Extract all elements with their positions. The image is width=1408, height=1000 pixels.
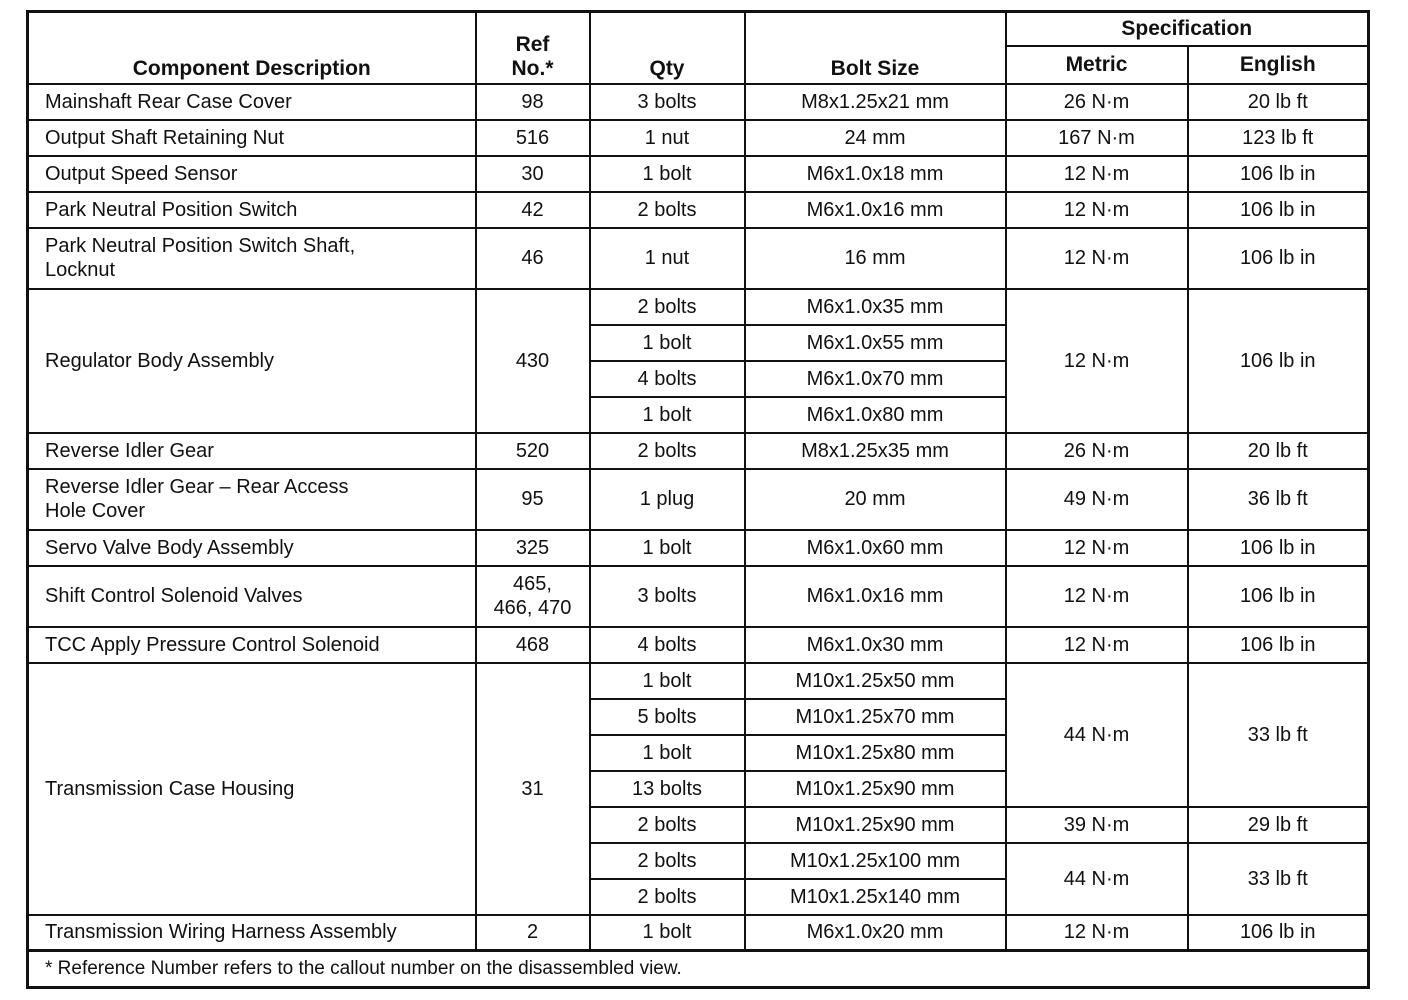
cell-english: 106 lb in: [1188, 289, 1369, 433]
cell-bolt-size: M6x1.0x55 mm: [745, 325, 1006, 361]
cell-bolt-size: M6x1.0x16 mm: [745, 566, 1006, 627]
cell-bolt-size: M8x1.25x35 mm: [745, 433, 1006, 469]
header-row-top: [28, 12, 1369, 46]
cell-english: 33 lb ft: [1188, 843, 1369, 915]
cell-english: 123 lb ft: [1188, 120, 1369, 156]
cell-description: Regulator Body Assembly: [28, 289, 476, 433]
cell-english: 106 lb in: [1188, 530, 1369, 566]
cell-english: 106 lb in: [1188, 156, 1369, 192]
table-row: [28, 915, 1369, 951]
table-row: [28, 469, 1369, 530]
cell-metric: 12 N·m: [1006, 627, 1188, 663]
cell-qty: 1 nut: [590, 228, 745, 289]
cell-bolt-size: M6x1.0x60 mm: [745, 530, 1006, 566]
cell-qty: 2 bolts: [590, 807, 745, 843]
cell-english: 106 lb in: [1188, 627, 1369, 663]
cell-english: 106 lb in: [1188, 915, 1369, 951]
fastener-spec-table: [26, 10, 1370, 989]
cell-english: 33 lb ft: [1188, 663, 1369, 807]
header-component-description: Component Description: [28, 12, 476, 84]
header-qty: Qty: [590, 12, 745, 84]
cell-description: Output Shaft Retaining Nut: [28, 120, 476, 156]
cell-bolt-size: 16 mm: [745, 228, 1006, 289]
cell-qty: 2 bolts: [590, 879, 745, 915]
cell-description-line1: Reverse Idler Gear – Rear Access: [45, 476, 349, 498]
header-english: English: [1188, 46, 1369, 84]
cell-metric: 12 N·m: [1006, 566, 1188, 627]
cell-bolt-size: M10x1.25x90 mm: [745, 807, 1006, 843]
cell-description: Park Neutral Position Switch: [28, 192, 476, 228]
cell-qty: 1 bolt: [590, 156, 745, 192]
cell-qty: 1 bolt: [590, 325, 745, 361]
cell-bolt-size: M6x1.0x20 mm: [745, 915, 1006, 951]
cell-ref: 430: [476, 289, 590, 433]
table-row: [28, 566, 1369, 627]
cell-description: [28, 469, 476, 530]
cell-english: 20 lb ft: [1188, 84, 1369, 120]
cell-english: 36 lb ft: [1188, 469, 1369, 530]
cell-english: 106 lb in: [1188, 192, 1369, 228]
cell-metric: 26 N·m: [1006, 433, 1188, 469]
cell-metric: 44 N·m: [1006, 663, 1188, 807]
cell-ref: 30: [476, 156, 590, 192]
header-bolt-size: Bolt Size: [745, 12, 1006, 84]
cell-description: Shift Control Solenoid Valves: [28, 566, 476, 627]
table-row: [28, 228, 1369, 289]
cell-description: Transmission Case Housing: [28, 663, 476, 915]
cell-description-line1: Park Neutral Position Switch Shaft,: [45, 235, 356, 257]
header-ref-line1: Ref: [515, 32, 550, 56]
cell-ref: [476, 566, 590, 627]
cell-ref: 2: [476, 915, 590, 951]
header-ref-line2: No.*: [511, 56, 554, 80]
cell-metric: 167 N·m: [1006, 120, 1188, 156]
header-ref-no: [476, 12, 590, 84]
cell-ref-line2: 466, 470: [493, 597, 572, 619]
cell-qty: 1 bolt: [590, 663, 745, 699]
cell-ref: 31: [476, 663, 590, 915]
cell-metric: 49 N·m: [1006, 469, 1188, 530]
cell-english: 20 lb ft: [1188, 433, 1369, 469]
cell-bolt-size: 20 mm: [745, 469, 1006, 530]
table-row: [28, 433, 1369, 469]
cell-bolt-size: M10x1.25x80 mm: [745, 735, 1006, 771]
cell-qty: 5 bolts: [590, 699, 745, 735]
table-row: [28, 627, 1369, 663]
footnote: * Reference Number refers to the callout number on the disassembled view.: [28, 951, 1369, 988]
cell-ref: 468: [476, 627, 590, 663]
cell-english: 106 lb in: [1188, 566, 1369, 627]
cell-qty: 13 bolts: [590, 771, 745, 807]
cell-qty: 2 bolts: [590, 433, 745, 469]
cell-metric: 12 N·m: [1006, 228, 1188, 289]
cell-metric: 12 N·m: [1006, 915, 1188, 951]
table-row: [28, 120, 1369, 156]
header-specification: Specification: [1006, 12, 1369, 46]
table-row: [28, 289, 1369, 325]
table-row: [28, 84, 1369, 120]
cell-bolt-size: M6x1.0x35 mm: [745, 289, 1006, 325]
cell-bolt-size: M10x1.25x90 mm: [745, 771, 1006, 807]
cell-bolt-size: M10x1.25x70 mm: [745, 699, 1006, 735]
cell-english: 106 lb in: [1188, 228, 1369, 289]
cell-bolt-size: M6x1.0x16 mm: [745, 192, 1006, 228]
cell-description: [28, 228, 476, 289]
cell-description-line2: Hole Cover: [45, 500, 146, 522]
cell-metric: 26 N·m: [1006, 84, 1188, 120]
cell-bolt-size: M6x1.0x70 mm: [745, 361, 1006, 397]
cell-english: 29 lb ft: [1188, 807, 1369, 843]
cell-ref: 516: [476, 120, 590, 156]
table-row: [28, 530, 1369, 566]
cell-description: Transmission Wiring Harness Assembly: [28, 915, 476, 951]
cell-metric: 39 N·m: [1006, 807, 1188, 843]
header-metric: Metric: [1006, 46, 1188, 84]
cell-ref: 95: [476, 469, 590, 530]
cell-qty: 1 bolt: [590, 397, 745, 433]
cell-qty: 1 nut: [590, 120, 745, 156]
cell-description-line2: Locknut: [45, 259, 116, 281]
cell-description: Output Speed Sensor: [28, 156, 476, 192]
cell-ref: 325: [476, 530, 590, 566]
cell-metric: 12 N·m: [1006, 289, 1188, 433]
cell-qty: 2 bolts: [590, 289, 745, 325]
cell-ref: 98: [476, 84, 590, 120]
cell-qty: 1 bolt: [590, 915, 745, 951]
table-row: [28, 663, 1369, 699]
footnote-row: [28, 951, 1369, 988]
cell-qty: 4 bolts: [590, 627, 745, 663]
cell-description: Servo Valve Body Assembly: [28, 530, 476, 566]
cell-qty: 2 bolts: [590, 192, 745, 228]
table-row: [28, 192, 1369, 228]
cell-bolt-size: M10x1.25x140 mm: [745, 879, 1006, 915]
cell-ref: 46: [476, 228, 590, 289]
cell-qty: 1 bolt: [590, 530, 745, 566]
cell-bolt-size: M6x1.0x18 mm: [745, 156, 1006, 192]
cell-bolt-size: M8x1.25x21 mm: [745, 84, 1006, 120]
cell-bolt-size: 24 mm: [745, 120, 1006, 156]
cell-qty: 3 bolts: [590, 84, 745, 120]
cell-qty: 4 bolts: [590, 361, 745, 397]
cell-ref: 42: [476, 192, 590, 228]
cell-bolt-size: M6x1.0x80 mm: [745, 397, 1006, 433]
cell-ref-line1: 465,: [513, 573, 552, 595]
cell-bolt-size: M10x1.25x50 mm: [745, 663, 1006, 699]
table-row: [28, 156, 1369, 192]
cell-qty: 2 bolts: [590, 843, 745, 879]
cell-qty: 3 bolts: [590, 566, 745, 627]
cell-qty: 1 bolt: [590, 735, 745, 771]
cell-description: Reverse Idler Gear: [28, 433, 476, 469]
cell-metric: 12 N·m: [1006, 192, 1188, 228]
cell-description: Mainshaft Rear Case Cover: [28, 84, 476, 120]
cell-metric: 44 N·m: [1006, 843, 1188, 915]
cell-metric: 12 N·m: [1006, 156, 1188, 192]
cell-bolt-size: M10x1.25x100 mm: [745, 843, 1006, 879]
cell-bolt-size: M6x1.0x30 mm: [745, 627, 1006, 663]
cell-description: TCC Apply Pressure Control Solenoid: [28, 627, 476, 663]
cell-ref: 520: [476, 433, 590, 469]
cell-metric: 12 N·m: [1006, 530, 1188, 566]
cell-qty: 1 plug: [590, 469, 745, 530]
